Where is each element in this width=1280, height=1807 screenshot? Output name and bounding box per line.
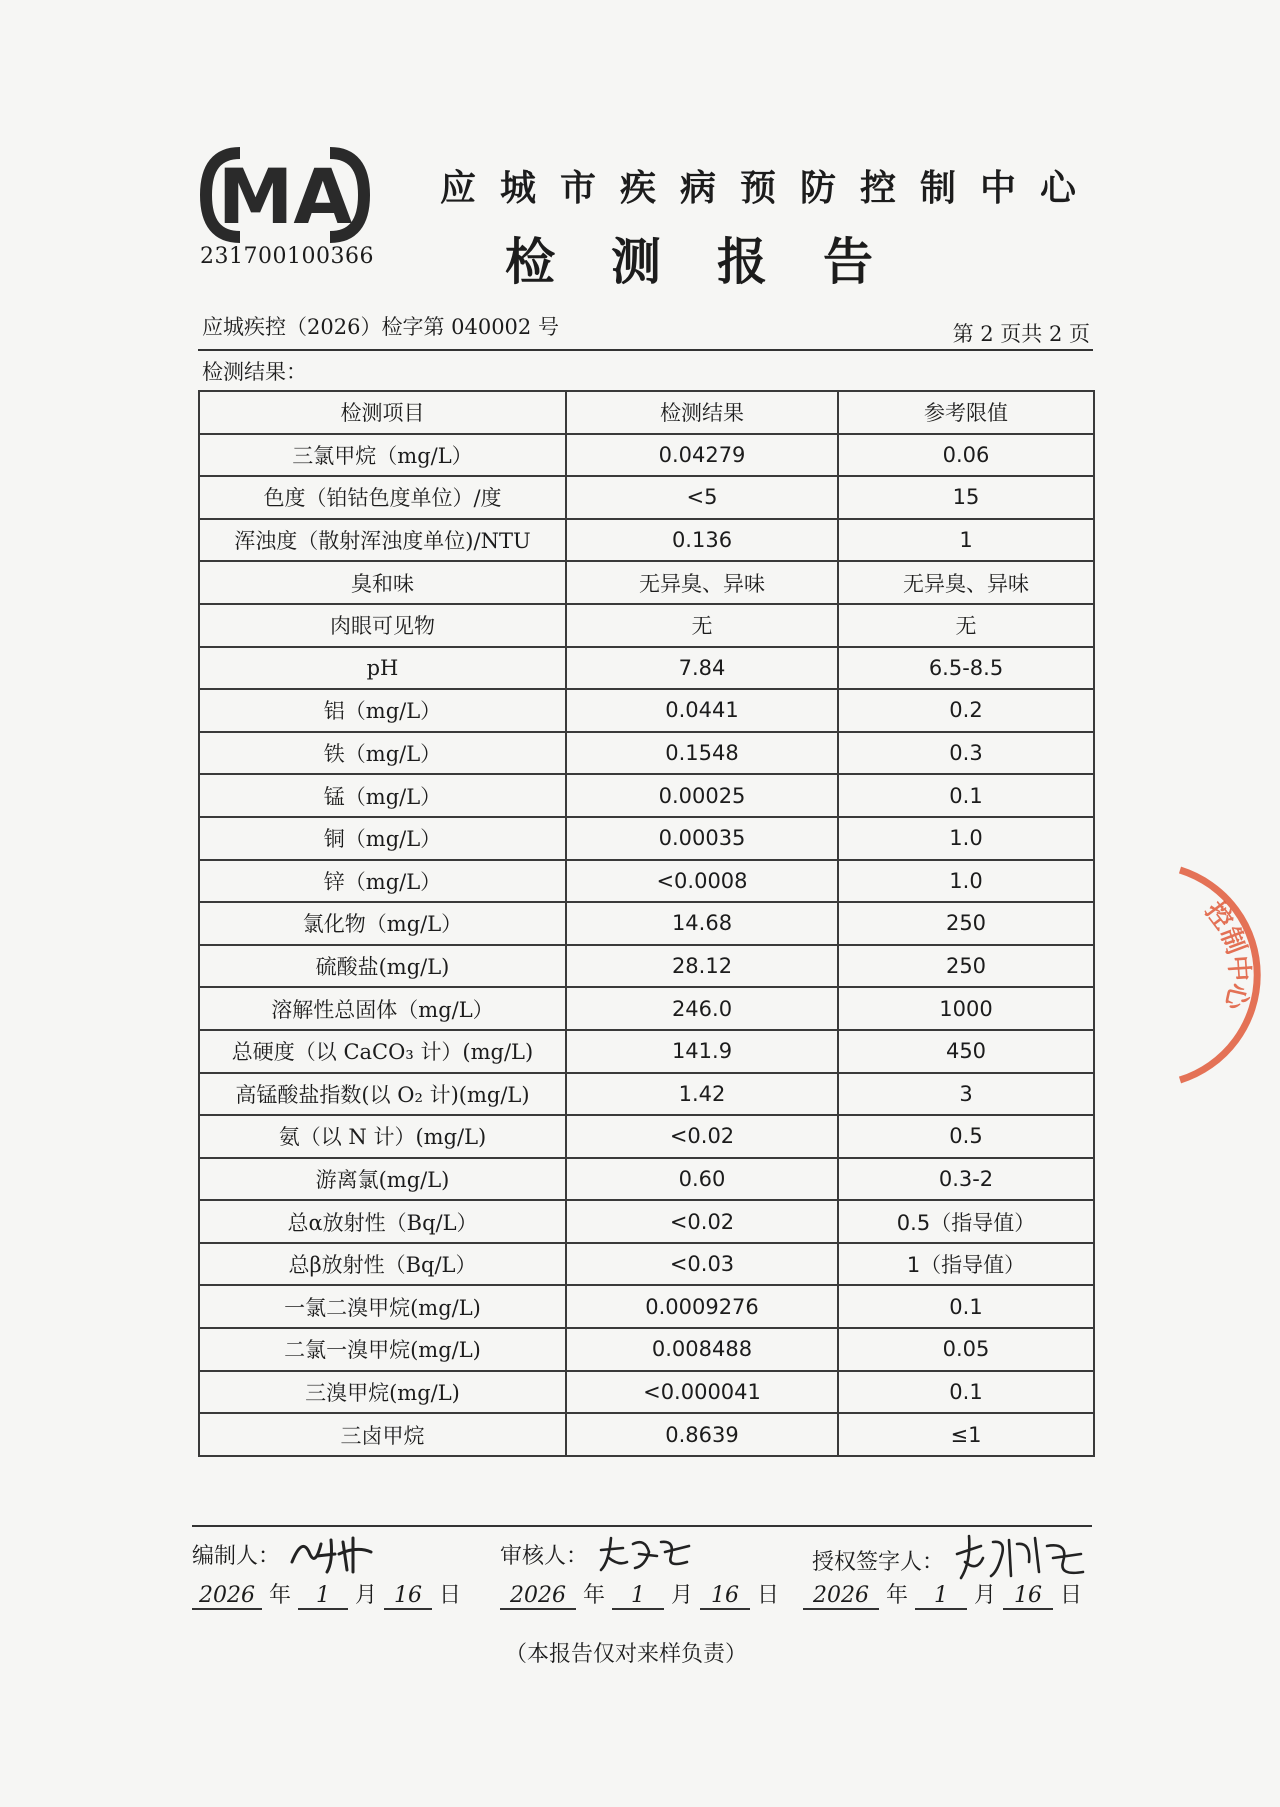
table-row — [199, 1243, 1094, 1286]
header-item: 检测项目 — [199, 391, 566, 434]
cell-result: 28.12 — [566, 945, 838, 988]
compiler-signature — [287, 1532, 377, 1576]
cell-limit: 15 — [838, 476, 1094, 519]
cell-item: 锌（mg/L） — [199, 860, 566, 903]
table-row — [199, 945, 1094, 988]
reviewer-label: 审核人： — [500, 1543, 589, 1569]
cell-result: 0.0009276 — [566, 1285, 838, 1328]
month-unit: 月 — [974, 1583, 997, 1608]
cell-limit: 1（指导值） — [838, 1243, 1094, 1286]
reviewer-date — [500, 1578, 779, 1610]
cell-item: 肉眼可见物 — [199, 604, 566, 647]
compiler-month: 1 — [298, 1583, 348, 1610]
cell-item: 臭和味 — [199, 561, 566, 604]
cell-item: 铜（mg/L） — [199, 817, 566, 860]
signer-day: 16 — [1003, 1583, 1053, 1610]
cell-result: 14.68 — [566, 902, 838, 945]
cell-limit: 0.5（指导值） — [838, 1200, 1094, 1243]
table-row — [199, 1115, 1094, 1158]
table-row — [199, 774, 1094, 817]
table-row — [199, 689, 1094, 732]
cell-limit: ≤1 — [838, 1413, 1094, 1456]
table-row — [199, 987, 1094, 1030]
cell-limit: 无异臭、异味 — [838, 561, 1094, 604]
cell-result: <0.02 — [566, 1115, 838, 1158]
header-divider — [198, 349, 1093, 351]
cell-item: 铝（mg/L） — [199, 689, 566, 732]
cell-limit: 0.1 — [838, 1371, 1094, 1414]
year-unit: 年 — [886, 1583, 909, 1608]
month-unit: 月 — [671, 1583, 694, 1608]
cell-limit: 0.3 — [838, 732, 1094, 775]
cell-limit: 0.1 — [838, 774, 1094, 817]
cell-item: 氨（以 N 计）(mg/L) — [199, 1115, 566, 1158]
table-row — [199, 1073, 1094, 1116]
table-row — [199, 732, 1094, 775]
table-row — [199, 604, 1094, 647]
reviewer-signature — [595, 1532, 695, 1576]
cell-limit: 250 — [838, 902, 1094, 945]
cell-limit: 0.1 — [838, 1285, 1094, 1328]
cma-number: 231700100366 — [200, 244, 374, 269]
cell-limit: 0.06 — [838, 434, 1094, 477]
compiler-year: 2026 — [192, 1583, 262, 1610]
cell-item: 溶解性总固体（mg/L） — [199, 987, 566, 1030]
footer-divider — [192, 1525, 1092, 1527]
cell-item: 铁（mg/L） — [199, 732, 566, 775]
table-row — [199, 647, 1094, 690]
svg-text:控制中心 — [1199, 897, 1254, 1014]
table-row — [199, 519, 1094, 562]
official-seal — [1140, 850, 1280, 1100]
report-number: 应城疾控（2026）检字第 040002 号 — [202, 315, 559, 339]
cell-result: <0.03 — [566, 1243, 838, 1286]
reviewer-day: 16 — [700, 1583, 750, 1610]
report-title: 检测报告 — [505, 232, 929, 291]
signer-month: 1 — [915, 1583, 967, 1610]
cell-limit: 0.05 — [838, 1328, 1094, 1371]
reviewer-block — [500, 1532, 695, 1576]
table-row — [199, 1030, 1094, 1073]
header-limit: 参考限值 — [838, 391, 1094, 434]
cell-limit: 1 — [838, 519, 1094, 562]
compiler-date — [192, 1578, 461, 1610]
month-unit: 月 — [355, 1583, 378, 1608]
cell-result: <0.0008 — [566, 860, 838, 903]
cell-item: 总硬度（以 CaCO₃ 计）(mg/L) — [199, 1030, 566, 1073]
cell-result: <5 — [566, 476, 838, 519]
cma-logo — [200, 145, 370, 245]
compiler-label: 编制人： — [192, 1543, 281, 1569]
table-body — [199, 434, 1094, 1456]
cell-result: 无 — [566, 604, 838, 647]
seal-text: 控制中心 — [1198, 896, 1255, 1013]
cma-mark-text: MA — [217, 152, 353, 241]
cell-item: 三氯甲烷（mg/L） — [199, 434, 566, 477]
cell-result: 0.00035 — [566, 817, 838, 860]
table-row — [199, 1158, 1094, 1201]
table-row — [199, 902, 1094, 945]
cell-limit: 250 — [838, 945, 1094, 988]
cell-item: 三溴甲烷(mg/L) — [199, 1371, 566, 1414]
cell-result: 0.00025 — [566, 774, 838, 817]
results-label: 检测结果： — [202, 360, 307, 384]
results-table — [198, 390, 1095, 1457]
cell-result: 0.008488 — [566, 1328, 838, 1371]
day-unit: 日 — [439, 1583, 462, 1608]
cell-result: 0.04279 — [566, 434, 838, 477]
cell-item: 三卤甲烷 — [199, 1413, 566, 1456]
cell-result: 0.136 — [566, 519, 838, 562]
compiler-day: 16 — [384, 1583, 432, 1610]
cell-item: 游离氯(mg/L) — [199, 1158, 566, 1201]
cell-item: 总α放射性（Bq/L） — [199, 1200, 566, 1243]
header-result: 检测结果 — [566, 391, 838, 434]
cell-result: 无异臭、异味 — [566, 561, 838, 604]
cell-result: 0.0441 — [566, 689, 838, 732]
cell-item: 氯化物（mg/L） — [199, 902, 566, 945]
table-row — [199, 1413, 1094, 1456]
signer-label: 授权签字人： — [812, 1549, 945, 1575]
cell-item: pH — [199, 647, 566, 690]
cell-item: 二氯一溴甲烷(mg/L) — [199, 1328, 566, 1371]
cell-limit: 0.5 — [838, 1115, 1094, 1158]
cell-limit: 6.5-8.5 — [838, 647, 1094, 690]
cell-limit: 0.2 — [838, 689, 1094, 732]
cell-limit: 1000 — [838, 987, 1094, 1030]
cell-limit: 450 — [838, 1030, 1094, 1073]
cell-limit: 3 — [838, 1073, 1094, 1116]
table-row — [199, 1371, 1094, 1414]
table-header-row — [199, 391, 1094, 434]
cell-result: 7.84 — [566, 647, 838, 690]
cell-limit: 无 — [838, 604, 1094, 647]
cell-item: 硫酸盐(mg/L) — [199, 945, 566, 988]
cell-item: 总β放射性（Bq/L） — [199, 1243, 566, 1286]
table-row — [199, 817, 1094, 860]
day-unit: 日 — [1060, 1583, 1083, 1608]
cell-limit: 1.0 — [838, 860, 1094, 903]
cell-limit: 1.0 — [838, 817, 1094, 860]
cell-result: 141.9 — [566, 1030, 838, 1073]
table-row — [199, 476, 1094, 519]
cell-item: 高锰酸盐指数(以 O₂ 计)(mg/L) — [199, 1073, 566, 1116]
table-row — [199, 1200, 1094, 1243]
cell-item: 一氯二溴甲烷(mg/L) — [199, 1285, 566, 1328]
table-row — [199, 1285, 1094, 1328]
year-unit: 年 — [583, 1583, 606, 1608]
compiler-block — [192, 1532, 377, 1576]
signer-date — [803, 1578, 1082, 1610]
cell-result: 0.60 — [566, 1158, 838, 1201]
org-name: 应城市疾病预防控制中心 — [440, 167, 1101, 209]
table-row — [199, 1328, 1094, 1371]
table-row — [199, 860, 1094, 903]
cell-item: 色度（铂钴色度单位）/度 — [199, 476, 566, 519]
table-row — [199, 561, 1094, 604]
cell-result: 1.42 — [566, 1073, 838, 1116]
year-unit: 年 — [269, 1583, 292, 1608]
cell-result: 0.1548 — [566, 732, 838, 775]
cell-result: <0.000041 — [566, 1371, 838, 1414]
table-row — [199, 434, 1094, 477]
cell-result: 246.0 — [566, 987, 838, 1030]
day-unit: 日 — [757, 1583, 780, 1608]
cell-limit: 0.3-2 — [838, 1158, 1094, 1201]
page-info: 第 2 页共 2 页 — [952, 322, 1090, 346]
cell-result: <0.02 — [566, 1200, 838, 1243]
cell-item: 浑浊度（散射浑浊度单位)/NTU — [199, 519, 566, 562]
cell-item: 锰（mg/L） — [199, 774, 566, 817]
signer-year: 2026 — [803, 1583, 879, 1610]
disclaimer: （本报告仅对来样负责） — [505, 1642, 748, 1667]
reviewer-month: 1 — [612, 1583, 664, 1610]
cell-result: 0.8639 — [566, 1413, 838, 1456]
reviewer-year: 2026 — [500, 1583, 576, 1610]
